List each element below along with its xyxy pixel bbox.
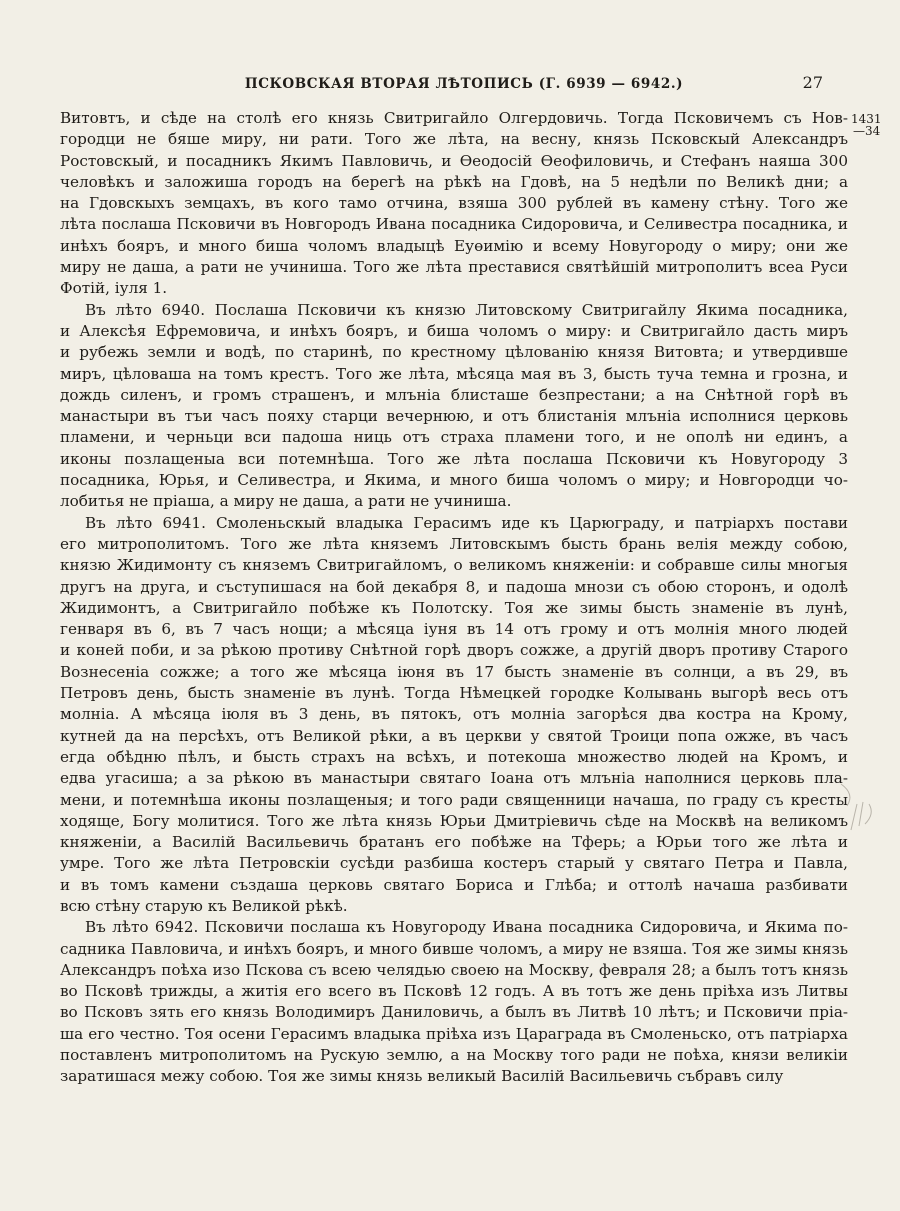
text-line: ша его честно. Тоя осени Герасимъ владыка пріѣха изъ Цараграда въ Смоленьско, отъ патріарха xyxy=(60,1024,848,1043)
text-line: и рубежь земли и водѣ, по старинѣ, по крестному цѣлованію князя Витовта; и утвердивше xyxy=(60,343,848,362)
text-line: лобитья не пріаша, а миру не даша, а рати не учиниша. xyxy=(60,492,512,511)
text-line: пламени, и черньци вси падоша ниць отъ страха пламени того, и не ополѣ ни единъ, а xyxy=(60,428,848,447)
margin-year-end: —34 xyxy=(853,124,881,138)
paragraph xyxy=(60,917,848,1087)
margin-year-range xyxy=(851,113,882,137)
text-line: садника Павловича, и инѣхъ бояръ, и много бивше чоломъ, а миру не взяша. Тоя же зимы князь xyxy=(60,939,848,958)
text-line: кутней да на персѣхъ, отъ Великой рѣки, а въ церкви у святой Троици попа ожже, въ часъ xyxy=(60,726,848,745)
text-line: Ростовскый, и посадникъ Якимъ Павловичь, и Өеодосій Өеофиловичь, и Стефанъ наяша 300 xyxy=(60,151,848,170)
text-line: во Псковѣ трижды, а житія его всего въ Псковѣ 12 годъ. А въ тотъ же день пріѣха изъ Литвы xyxy=(60,982,848,1001)
text-line: поставленъ митрополитомъ на Рускую землю, а на Москву того ради не поѣха, князи великіи xyxy=(60,1046,848,1065)
text-line: ходяще, Богу молитися. Того же лѣта князь Юрьи Дмитріевичь сѣде на Москвѣ на великомъ xyxy=(60,811,848,830)
paragraph xyxy=(60,513,848,918)
text-line: умре. Того же лѣта Петровскіи сусѣди разбиша костеръ старый у святаго Петра и Павла, xyxy=(60,854,848,873)
text-line: и въ томъ камени създаша церковь святаго Бориса и Глѣба; и оттолѣ начаша разбивати xyxy=(60,875,848,894)
text-line: человѣкъ и заложиша городъ на берегѣ на рѣкѣ на Гдовѣ, на 5 недѣли по Великѣ дни; а xyxy=(60,172,848,191)
text-line: дождь силенъ, и громъ страшенъ, и млъніа блисташе безпрестани; а на Снѣтной горѣ въ xyxy=(60,385,848,404)
text-line: княженіи, а Василій Васильевичь братанъ его побѣже на Тферь; а Юрьи того же лѣта и xyxy=(60,833,848,852)
running-header xyxy=(105,73,823,100)
text-line: едва угасиша; а за рѣкою въ манастыри святаго Іоана отъ млъніа наполнися церковь пла- xyxy=(60,769,848,788)
text-line: на Гдовскыхъ земцахъ, въ кого тамо отчина, взяша 300 рублей въ камену стѣну. Того же xyxy=(60,194,848,213)
paragraph xyxy=(60,300,848,513)
text-line: и коней поби, и за рѣкою противу Снѣтной горѣ дворъ сожже, а другій дворъ противу Старого xyxy=(60,641,848,660)
text-line: Александръ поѣха изо Пскова съ всею челядью своею на Москву, февраля 28; а былъ тотъ князь xyxy=(60,960,848,979)
text-line: другъ на друга, и съступишася на бой декабря 8, и падоша мнози съ обою сторонъ, и одолѣ xyxy=(60,577,848,596)
running-title: ПСКОВСКАЯ ВТОРАЯ ЛѢТОПИСЬ (Г. 6939 — 6942.) xyxy=(244,76,684,92)
text-line: Въ лѣто 6940. Послаша Псковичи къ князю Литовскому Свитригайлу Якима посадника, xyxy=(85,300,848,319)
text-line: Въ лѣто 6942. Псковичи послаша къ Новугороду Ивана посадника Сидоровича, и Якима по- xyxy=(85,918,848,937)
text-line: инѣхъ бояръ, и много биша чоломъ владыцѣ Еуөимію и всему Новугороду о миру; они же xyxy=(60,236,848,255)
text-line: лѣта послаша Псковичи въ Новгородъ Ивана посадника Сидоровича, и Селивестра посадника, и xyxy=(60,215,848,234)
text-line: Вознесеніа сожже; а того же мѣсяца іюня въ 17 бысть знаменіе въ солнци, а въ 29, въ xyxy=(60,662,848,681)
margin-year-start: 1431 xyxy=(851,112,882,126)
text-line: заратишася межу собою. Тоя же зимы князь великый Василій Васильевичь събравъ силу xyxy=(60,1067,784,1086)
text-line: Витовтъ, и сѣде на столѣ его князь Свитригайло Олгердовичь. Тогда Псковичемъ съ Нов- xyxy=(60,109,848,127)
text-line: Жидимонтъ, а Свитригайло побѣже къ Полотску. Тоя же зимы бысть знаменіе въ лунѣ, xyxy=(60,598,848,617)
text-line: миръ, цѣловаша на томъ крестъ. Того же лѣта, мѣсяца мая въ 3, бысть туча темна и грозна, и xyxy=(60,364,848,383)
text-line: егда обѣдню пѣлъ, и бысть страхъ на всѣхъ, и потекоша множество людей на Кромъ, и xyxy=(60,747,848,766)
text-line: князю Жидимонту съ княземъ Свитригайломъ, о великомъ княженіи: и собравше силы многыя xyxy=(60,556,848,575)
text-line: мени, и потемнѣша иконы позлащеныя; и того ради священници начаша, по граду съ кресты xyxy=(60,790,848,809)
paragraph xyxy=(60,108,848,300)
text-line: манастыри въ тъи часъ пояху старци вечернюю, и отъ блистанія млъніа исполнися церковь xyxy=(60,407,848,426)
page-number: 27 xyxy=(802,73,823,92)
text-line: Фотій, іуля 1. xyxy=(60,279,168,298)
text-line: Петровъ день, бысть знаменіе въ лунѣ. Тогда Нѣмецкей городке Колывань выгорѣ весь отъ xyxy=(60,684,848,703)
text-line: Въ лѣто 6941. Смоленьскый владыка Герасимъ иде къ Царюграду, и патріархъ постави xyxy=(85,513,848,532)
text-line: и Алексѣя Ефремовича, и инѣхъ бояръ, и биша чоломъ о миру: и Свитригайло дасть миръ xyxy=(60,321,848,340)
text-line: генваря въ 6, въ 7 часъ нощи; а мѣсяца іуня въ 14 отъ грому и отъ молнія много людей xyxy=(60,620,848,639)
text-line: иконы позлащеныа вси потемнѣша. Того же лѣта послаша Псковичи къ Новугороду 3 xyxy=(60,449,848,468)
text-line: посадника, Юрья, и Селивестра, и Якима, и много биша чоломъ о миру; и Новгородци чо- xyxy=(60,471,848,490)
text-line: городци не бяше миру, ни рати. Того же лѣта, на весну, князь Псковскый Александръ xyxy=(60,130,848,149)
chronicle-text xyxy=(60,108,848,1088)
text-line: его митрополитомъ. Того же лѣта княземъ Литовскымъ бысть брань велія между собою, xyxy=(60,534,848,553)
text-line: молніа. А мѣсяца іюля въ 3 день, въ пятокъ, отъ молніа загорѣся два костра на Крому, xyxy=(60,705,848,724)
text-line: миру не даша, а рати не учиниша. Того же лѣта преставися святѣйшій митрополитъ всеа Руси xyxy=(60,258,848,277)
text-line: всю стѣну старую къ Великой рѣкѣ. xyxy=(60,896,348,915)
pencil-annotation-icon xyxy=(835,780,885,840)
text-line: во Псковъ зять его князь Володимиръ Даниловичь, а былъ въ Литвѣ 10 лѣтъ; и Псковичи пріа- xyxy=(60,1003,848,1022)
